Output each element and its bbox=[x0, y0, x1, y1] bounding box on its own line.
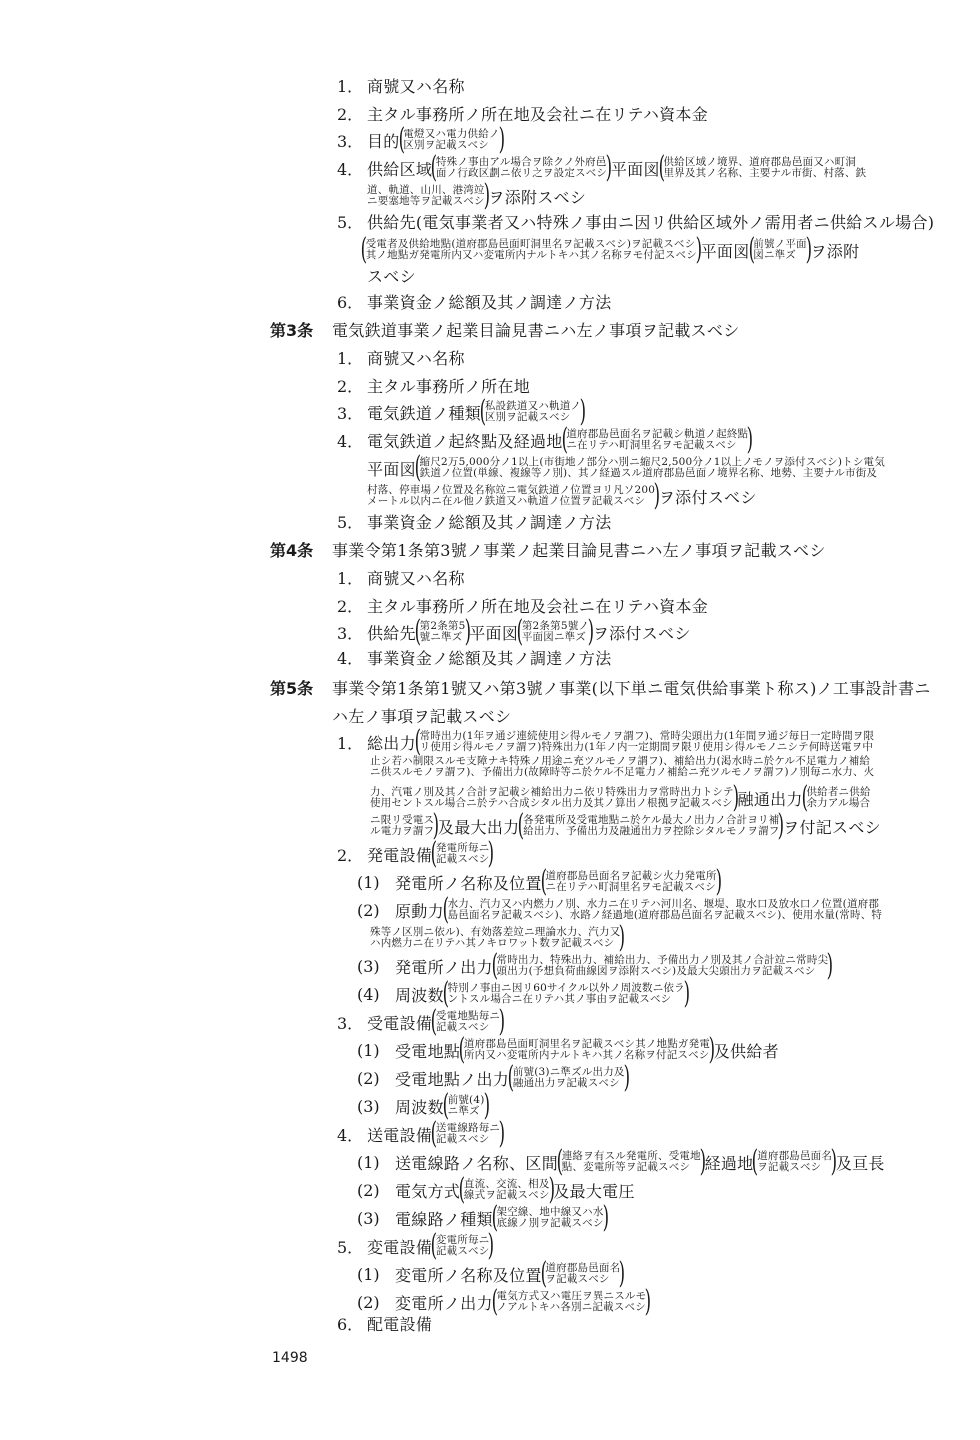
note: 供給区域ノ境界、道府郡島邑面又ハ町洞 里界及其ノ名称、主要ナル市街、村落、鉄 bbox=[663, 156, 867, 179]
item-number: 1． bbox=[337, 569, 364, 588]
item-text: 商號又ハ名称 bbox=[367, 569, 465, 588]
item-text: 電線路ノ種類 bbox=[395, 1209, 493, 1229]
note: 道府郡島邑面名 ヲ記載スベシ bbox=[545, 1262, 621, 1285]
item-text: 電気鉄道ノ種類 bbox=[367, 403, 482, 423]
list-item-continuation: 平面図 ( 縮尺2万5,000分ノ1以上(市街地ノ部分ハ別ニ縮尺2,500分ノ1以上ノモノヲ添付スベシ)トシ電気 鉄道ノ位置(単線、複線等ノ別)、其ノ経過スル道府郡島邑面ノ境界名称、地勢、主要ナル市街及 bbox=[367, 450, 885, 485]
note: 電燈又ハ電力供給ノ 区別ヲ記載スベシ bbox=[403, 128, 500, 151]
note: 直流、交流、相及 線式ヲ記載スベシ bbox=[463, 1178, 550, 1201]
item-text: 平面図 bbox=[610, 159, 660, 179]
sub-list-item: (1) 発電所ノ名称及位置 ( 道府郡島邑面名ヲ記載シ火力発電所 ニ在リテハ町洞里名ヲモ記載スベシ ) bbox=[357, 864, 722, 899]
sub-list-item: (3) 発電所ノ出力 ( 常時出力、特殊出力、補給出力、予備出力ノ別及其ノ合計竝ニ常時尖 頭出力(予想負荷曲線図ヲ添附スベシ)及最大尖頭出力ヲ記載スベシ ) bbox=[357, 948, 834, 983]
item-number: 2． bbox=[337, 105, 364, 124]
article-text-continuation bbox=[0, 704, 511, 727]
list-item bbox=[0, 646, 612, 669]
item-text: 事業資金ノ総額及其ノ調達ノ方法 bbox=[367, 513, 612, 532]
note: 発電所毎ニ 記載スベシ bbox=[435, 842, 490, 865]
note: 受電地點毎ニ 記載スベシ bbox=[435, 1010, 501, 1033]
item-number: (1) bbox=[357, 872, 380, 892]
item-text: ヲ添付スベシ bbox=[658, 487, 757, 507]
note: 供給者ニ供給 余力アル場合 bbox=[806, 786, 871, 809]
list-item-continuation: ( 受電者及供給地點(道府郡島邑面町洞里名ヲ記載スベシ)ヲ記載スベシ 其ノ地點ガ発電所内又ハ変電所内ナルトキハ其ノ名称ヲモ付記スベシ ) 平面図 ( 前號ノ平面 図ニ準ズ ) ヲ添附 bbox=[360, 232, 860, 267]
item-number: 4． bbox=[337, 431, 364, 451]
note: 連絡ヲ有スル発電所、受電地 點、変電所等ヲ記載スベシ bbox=[561, 1150, 701, 1173]
item-text: ヲ添附スベシ bbox=[488, 187, 587, 207]
list-item-continuation: ニ限リ受電ス ル電力ヲ謂フ ) 及最大出力 ( 各発電所及受電地點ニ於ケル最大ノ出力ノ合計ヨリ補 給出力、予備出力及融通出力ヲ控除シタルモノヲ謂フ ) ヲ付記スベシ bbox=[370, 808, 881, 843]
item-number: 6． bbox=[337, 293, 364, 312]
list-item: 3． 電気鉄道ノ種類 ( 私設鉄道又ハ軌道ノ 区別ヲ記載スベシ ) bbox=[337, 394, 587, 429]
item-text: スベシ bbox=[367, 267, 416, 286]
item-text: 及最大出力 bbox=[437, 817, 520, 837]
item-text: 送電設備 bbox=[367, 1125, 433, 1145]
item-number: (2) bbox=[357, 900, 380, 920]
item-text: 融通出力 bbox=[737, 789, 803, 809]
list-item bbox=[0, 510, 612, 533]
note: 道、軌道、山川、港湾竝 ニ要塞地等ヲ記載スベシ bbox=[367, 184, 485, 207]
list-item-continuation: 殊等ノ区別ニ依ル)、有効落差竝ニ理論水力、汽力又 ハ内燃力ニ在リテハ其ノキロワット数ヲ記載スベシ ) bbox=[370, 920, 626, 955]
sub-list-item: (3) 周波数 ( 前號(4) ニ準ズ ) bbox=[357, 1088, 490, 1123]
note: 第2条第5 號ニ準ズ bbox=[419, 620, 466, 643]
item-number: 5． bbox=[337, 1237, 364, 1257]
sub-list-item: (2) 原動力 ( 水力、汽力又ハ内燃力ノ別、水力ニ在リテハ河川名、堰堤、取水口及放水口ノ位置(道府郡 島邑面名ヲ記載スベシ)、水路ノ経過地(道府郡島邑面名ヲ記載スベシ)、使用水量(常時、特 bbox=[357, 892, 883, 927]
list-item: 1． 総出力 ( 常時出力(1年ヲ通ジ連続使用シ得ルモノヲ謂フ)、常時尖頭出力(1年間ヲ通ジ毎日一定時間ヲ限 リ使用シ得ルモノヲ謂フ)特殊出力(1年ノ内一定期間ヲ限リ使用シ得ルモノニシテ何時送電ヲ中 bbox=[337, 724, 875, 759]
note: 送電線路毎ニ 記載スベシ bbox=[435, 1122, 501, 1145]
list-item-continuation: 力、汽電ノ別及其ノ合計ヲ記載シ補給出力ニ依リ特殊出力ヲ常時出力トシテ 使用セントスル場合ニ於テハ合成シタル出力及其ノ算出ノ根拠ヲ記載スベシ ) 融通出力 ( 供給者ニ供給 余力アル場合 bbox=[370, 780, 871, 815]
sub-list-item: (2) 電気方式 ( 直流、交流、相及 線式ヲ記載スベシ ) 及最大電圧 bbox=[357, 1172, 635, 1207]
item-text: 発電所ノ出力 bbox=[395, 957, 493, 977]
item-number: 2． bbox=[337, 377, 364, 396]
item-number: 1． bbox=[337, 77, 364, 96]
article-heading bbox=[0, 318, 740, 341]
item-number: (2) bbox=[357, 1180, 380, 1200]
note: 各発電所及受電地點ニ於ケル最大ノ出力ノ合計ヨリ補 給出力、予備出力及融通出力ヲ控除シタルモノヲ謂フ bbox=[523, 814, 780, 837]
item-text: 主タル事務所ノ所在地及会社ニ在リテハ資本金 bbox=[367, 105, 709, 124]
list-item bbox=[0, 346, 465, 369]
item-number: (4) bbox=[357, 984, 380, 1004]
item-text: 周波数 bbox=[395, 985, 444, 1005]
note: ニ限リ受電ス ル電力ヲ謂フ bbox=[370, 814, 435, 837]
item-number: (3) bbox=[357, 1208, 380, 1228]
note: 前號ノ平面 図ニ準ズ bbox=[753, 238, 807, 261]
sub-list-item: (2) 受電地點ノ出力 ( 前號(3)ニ準ズル出力及 融通出力ヲ記載スベシ ) bbox=[357, 1060, 630, 1095]
item-text: 供給先(電気事業者又ハ特殊ノ事由ニ因リ供給区域外ノ需用者ニ供給スル場合) bbox=[367, 213, 935, 232]
note: 電気方式又ハ電圧ヲ異ニスルモ ノアルトキハ各別ニ記載スベシ bbox=[496, 1290, 647, 1313]
item-text: ヲ付記スベシ bbox=[783, 817, 881, 837]
item-text: 変電所ノ出力 bbox=[395, 1293, 493, 1313]
sub-list-item: (4) 周波数 ( 特別ノ事由ニ因リ60サイクル以外ノ周波数ニ依ラ ントスル場合ニ在リテハ其ノ事由ヲ記載スベシ ) bbox=[357, 976, 690, 1011]
item-text: 電気鉄道ノ起終點及経過地 bbox=[367, 431, 563, 451]
article-heading bbox=[0, 676, 931, 699]
item-text: 平面図 bbox=[367, 459, 416, 479]
item-text: 平面図 bbox=[700, 241, 750, 261]
list-item bbox=[0, 566, 465, 589]
note: 道府郡島邑面町洞里名ヲ記載スベシ其ノ地點ガ発電 所内又ハ変電所内ナルトキハ其ノ名称ヲ付記スベシ bbox=[463, 1038, 711, 1061]
page-number: 1498 bbox=[272, 1350, 308, 1366]
list-item bbox=[0, 102, 708, 125]
note: 架空線、地中線又ハ水 底線ノ別ヲ記載スベシ bbox=[496, 1206, 604, 1229]
item-number: 4． bbox=[337, 159, 364, 179]
list-item-continuation: 道、軌道、山川、港湾竝 ニ要塞地等ヲ記載スベシ ) ヲ添附スベシ bbox=[367, 178, 587, 213]
item-number: 2． bbox=[337, 845, 364, 865]
list-item: 3． 受電設備 ( 受電地點毎ニ 記載スベシ ) bbox=[337, 1004, 506, 1039]
list-item: 5． 変電設備 ( 変電所毎ニ 記載スベシ ) bbox=[337, 1228, 495, 1263]
list-item: 4． 供給区域 ( 特殊ノ事由アル場合ヲ除クノ外府邑 面ノ行政区劃ニ依リ之ヲ設定スベシ ) 平面図 ( 供給区域ノ境界、道府郡島邑面又ハ町洞 里界及其ノ名称、主要ナル市街、村落、鉄 bbox=[337, 150, 867, 185]
item-text: 商號又ハ名称 bbox=[367, 77, 465, 96]
item-text: 目的 bbox=[367, 131, 400, 151]
item-text: 供給区域 bbox=[367, 159, 433, 179]
note: 私設鉄道又ハ軌道ノ 区別ヲ記載スベシ bbox=[484, 400, 582, 423]
item-text: 電気方式 bbox=[395, 1181, 461, 1201]
item-text: 事業資金ノ総額及其ノ調達ノ方法 bbox=[367, 649, 612, 668]
item-number: 5． bbox=[337, 513, 364, 532]
list-item: 3． 供給先 ( 第2条第5 號ニ準ズ ) 平面図 ( 第2条第5號ノ 平面図ニ準ズ ) ヲ添付スベシ bbox=[337, 614, 691, 649]
article-label: 第4条 bbox=[270, 541, 314, 560]
item-text: 経過地 bbox=[704, 1153, 754, 1173]
item-text: 受電地點 bbox=[395, 1041, 461, 1061]
item-number: (1) bbox=[357, 1040, 380, 1060]
item-number: (3) bbox=[357, 956, 380, 976]
item-text: 及亘長 bbox=[835, 1153, 885, 1173]
item-text: 周波数 bbox=[395, 1097, 444, 1117]
article-text: 事業令第1条第3號ノ事業ノ起業目論見書ニハ左ノ事項ヲ記載スベシ bbox=[332, 541, 826, 560]
list-item bbox=[0, 594, 708, 617]
item-text: 変電所ノ名称及位置 bbox=[395, 1265, 542, 1285]
item-text: 主タル事務所ノ所在地 bbox=[367, 377, 531, 396]
note: 殊等ノ区別ニ依ル)、有効落差竝ニ理論水力、汽力又 ハ内燃力ニ在リテハ其ノキロワット数ヲ記載スベシ bbox=[370, 926, 621, 949]
item-number: (2) bbox=[357, 1068, 380, 1088]
item-number: 3． bbox=[337, 623, 364, 643]
item-text: 配電設備 bbox=[367, 1315, 433, 1334]
article-label: 第5条 bbox=[270, 679, 314, 698]
item-text: 原動力 bbox=[395, 901, 444, 921]
note: 道府郡島邑面名 ヲ記載スベシ bbox=[757, 1150, 833, 1173]
item-text: 主タル事務所ノ所在地及会社ニ在リテハ資本金 bbox=[367, 597, 709, 616]
item-number: 1． bbox=[337, 733, 364, 753]
list-item bbox=[0, 374, 530, 397]
list-item: 3． 目的 ( 電燈又ハ電力供給ノ 区別ヲ記載スベシ ) bbox=[337, 122, 505, 157]
sub-list-item: (2) 変電所ノ出力 ( 電気方式又ハ電圧ヲ異ニスルモ ノアルトキハ各別ニ記載スベシ ) bbox=[357, 1284, 652, 1319]
item-text: 受電設備 bbox=[367, 1013, 433, 1033]
list-item-continuation bbox=[0, 756, 874, 778]
article-text: ハ左ノ事項ヲ記載スベシ bbox=[332, 707, 512, 726]
article-text: 事業令第1条第1號又ハ第3號ノ事業(以下単ニ電気供給事業ト称ス)ノ工事設計書ニ bbox=[332, 679, 931, 698]
note: 常時出力(1年ヲ通ジ連続使用シ得ルモノヲ謂フ)、常時尖頭出力(1年間ヲ通ジ毎日一定時間ヲ限 リ使用シ得ルモノヲ謂フ)特殊出力(1年ノ内一定期間ヲ限リ使用シ得ルモノニシテ何時送電ヲ中 bbox=[419, 730, 875, 753]
item-number: (1) bbox=[357, 1264, 380, 1284]
item-number: 5． bbox=[337, 213, 364, 232]
item-text: 平面図 bbox=[469, 623, 519, 643]
item-number: 6． bbox=[337, 1315, 364, 1334]
note: 道府郡島邑面名ヲ記載シ軌道ノ起終點 ニ在リテハ町洞里名ヲモ記載スベシ bbox=[566, 428, 749, 451]
article-text: 電気鉄道事業ノ起業目論見書ニハ左ノ事項ヲ記載スベシ bbox=[332, 321, 740, 340]
list-item: 4． 送電設備 ( 送電線路毎ニ 記載スベシ ) bbox=[337, 1116, 506, 1151]
item-text: 発電設備 bbox=[367, 845, 433, 865]
item-number: 4． bbox=[337, 649, 364, 668]
note: 前號(3)ニ準ズル出力及 融通出力ヲ記載スベシ bbox=[512, 1066, 625, 1089]
item-number: 2． bbox=[337, 597, 364, 616]
note: 止シ若ハ制限スルモ支障ナキ特殊ノ用途ニ充ツルモノヲ謂フ)、補給出力(渇水時ニ於ケル不足電力ノ補給 ニ供スルモノヲ謂フ)、予備出力(故障時等ニ於ケル不足電力ノ補給ニ充ツルモノヲ謂フ)ノ別毎ニ水力、火 bbox=[370, 755, 875, 778]
sub-list-item: (1) 送電線路ノ名称、区間 ( 連絡ヲ有スル発電所、受電地 點、変電所等ヲ記載スベシ ) 経過地 ( 道府郡島邑面名 ヲ記載スベシ ) 及亘長 bbox=[357, 1144, 885, 1179]
item-text: 受電地點ノ出力 bbox=[395, 1069, 510, 1089]
article-label: 第3条 bbox=[270, 321, 314, 340]
note: 変電所毎ニ 記載スベシ bbox=[435, 1234, 490, 1257]
list-item bbox=[0, 1312, 432, 1335]
item-number: 3． bbox=[337, 131, 364, 151]
note: 道府郡島邑面名ヲ記載シ火力発電所 ニ在リテハ町洞里名ヲモ記載スベシ bbox=[545, 870, 717, 893]
note: 受電者及供給地點(道府郡島邑面町洞里名ヲ記載スベシ)ヲ記載スベシ 其ノ地點ガ発電所内又ハ変電所内ナルトキハ其ノ名称ヲモ付記スベシ bbox=[365, 238, 697, 261]
note: 力、汽電ノ別及其ノ合計ヲ記載シ補給出力ニ依リ特殊出力ヲ常時出力トシテ 使用セントスル場合ニ於テハ合成シタル出力及其ノ算出ノ根拠ヲ記載スベシ bbox=[370, 786, 734, 809]
item-text: 発電所ノ名称及位置 bbox=[395, 873, 542, 893]
item-text: ヲ添附 bbox=[810, 241, 860, 261]
sub-list-item: (1) 受電地點 ( 道府郡島邑面町洞里名ヲ記載スベシ其ノ地點ガ発電 所内又ハ変電所内ナルトキハ其ノ名称ヲ付記スベシ ) 及供給者 bbox=[357, 1032, 779, 1067]
item-number: 4． bbox=[337, 1125, 364, 1145]
note: 特別ノ事由ニ因リ60サイクル以外ノ周波数ニ依ラ ントスル場合ニ在リテハ其ノ事由ヲ記載スベシ bbox=[447, 982, 685, 1005]
list-item-continuation bbox=[0, 264, 416, 287]
item-text: 送電線路ノ名称、区間 bbox=[395, 1153, 559, 1173]
list-item-continuation: 村落、停車場ノ位置及名称竝ニ電気鉄道ノ位置ヨリ凡ソ200 メートル以内ニ在ル他ノ鉄道又ハ軌道ノ位置ヲ記載スベシ ) ヲ添付スベシ bbox=[367, 478, 757, 513]
item-number: 3． bbox=[337, 1013, 364, 1033]
item-text: 供給先 bbox=[367, 623, 416, 643]
note: 特殊ノ事由アル場合ヲ除クノ外府邑 面ノ行政区劃ニ依リ之ヲ設定スベシ bbox=[435, 156, 608, 179]
note: 常時出力、特殊出力、補給出力、予備出力ノ別及其ノ合計竝ニ常時尖 頭出力(予想負荷曲線図ヲ添附スベシ)及最大尖頭出力ヲ記載スベシ bbox=[496, 954, 829, 977]
note: 第2条第5號ノ 平面図ニ準ズ bbox=[521, 620, 590, 643]
note: 村落、停車場ノ位置及名称竝ニ電気鉄道ノ位置ヨリ凡ソ200 メートル以内ニ在ル他ノ鉄道又ハ軌道ノ位置ヲ記載スベシ bbox=[367, 484, 656, 507]
item-number: (2) bbox=[357, 1292, 380, 1312]
item-number: 3． bbox=[337, 403, 364, 423]
item-text: 商號又ハ名称 bbox=[367, 349, 465, 368]
note: 縮尺2万5,000分ノ1以上(市街地ノ部分ハ別ニ縮尺2,500分ノ1以上ノモノヲ添付スベシ)トシ電気 鉄道ノ位置(単線、複線等ノ別)、其ノ経過スル道府郡島邑面ノ境界名称、地勢、主要ナル市街及 bbox=[419, 456, 885, 479]
sub-list-item: (1) 変電所ノ名称及位置 ( 道府郡島邑面名 ヲ記載スベシ ) bbox=[357, 1256, 626, 1291]
article-heading bbox=[0, 538, 826, 561]
list-item bbox=[0, 290, 612, 313]
item-text: 事業資金ノ総額及其ノ調達ノ方法 bbox=[367, 293, 612, 312]
list-item: 4． 電気鉄道ノ起終點及経過地 ( 道府郡島邑面名ヲ記載シ軌道ノ起終點 ニ在リテハ町洞里名ヲモ記載スベシ ) bbox=[337, 422, 754, 457]
list-item bbox=[0, 74, 465, 97]
note: 水力、汽力又ハ内燃力ノ別、水力ニ在リテハ河川名、堰堤、取水口及放水口ノ位置(道府郡 島邑面名ヲ記載スベシ)、水路ノ経過地(道府郡島邑面名ヲ記載スベシ)、使用水量(常時、特 bbox=[447, 898, 883, 921]
note: 前號(4) ニ準ズ bbox=[447, 1094, 485, 1117]
item-text: 及最大電圧 bbox=[553, 1181, 635, 1201]
item-text: 及供給者 bbox=[713, 1041, 779, 1061]
item-text: 変電設備 bbox=[367, 1237, 433, 1257]
item-text: ヲ添付スベシ bbox=[592, 623, 691, 643]
item-number: (3) bbox=[357, 1096, 380, 1116]
sub-list-item: (3) 電線路ノ種類 ( 架空線、地中線又ハ水 底線ノ別ヲ記載スベシ ) bbox=[357, 1200, 609, 1235]
item-number: 1． bbox=[337, 349, 364, 368]
list-item: 2． 発電設備 ( 発電所毎ニ 記載スベシ ) bbox=[337, 836, 495, 871]
list-item bbox=[0, 210, 934, 233]
item-number: (1) bbox=[357, 1152, 380, 1172]
item-text: 総出力 bbox=[367, 733, 416, 753]
